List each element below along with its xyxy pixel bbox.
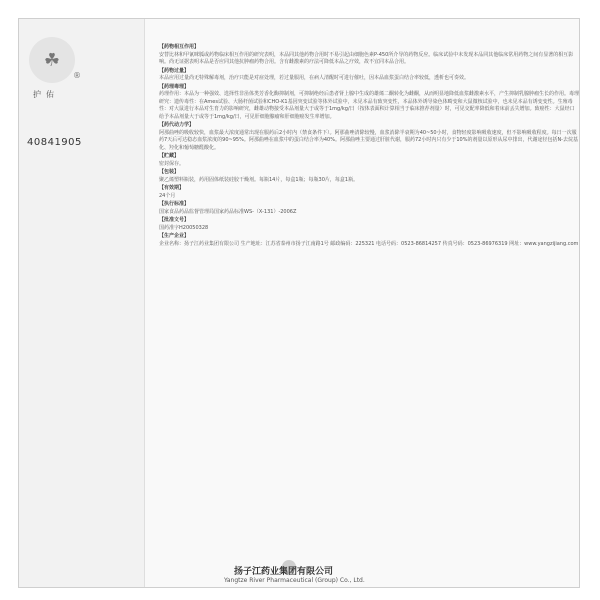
section-body: 国家食品药品监督管理局国家药品标准WS-（X-131）-2006Z <box>159 208 297 215</box>
section-heading: 【包装】 <box>159 169 180 175</box>
section <box>159 68 579 83</box>
section-body: 密封保存。 <box>159 160 185 167</box>
section <box>159 44 579 67</box>
section-body: 聚乙烯塑料瓶装，药用固体纸装硅胶干燥剂。每瓶14片，每盒1瓶；每瓶30片，每盒1瓶。 <box>159 176 359 183</box>
leaflet-sheet <box>18 18 580 588</box>
section-body: 国药准字H20050328 <box>159 224 209 231</box>
section <box>159 217 579 232</box>
leaflet-content <box>159 43 579 513</box>
section-heading: 【药物相互作用】 <box>159 44 200 50</box>
section <box>159 84 579 122</box>
section-body: 药理作用：本品为一种强效、选择性非甾体类芳香化酶抑制剂，可抑制绝经后患者肾上腺中生成的雄烯二酮转化为雌酮，从而明显地降低血浆雌激素水平，产生抑制乳腺肿瘤生长的作用。毒理研究：遗传毒性：在Ames试验、大肠杆菌试验和CHO-K1基因突变试验等体外试验中，未见本品有致突变性，本品体外诱导染色体畸变和大鼠微核试验中，也未见本品有诱变变性。生殖毒性：对大鼠进行本品对生育力的影响研究，雌雄动物接受本品剂量大于或等于1mg/kg/日（按体表面积计算相当于临床推荐剂量）时，可见交配率降低和着床前丢失增加。致癌性：大鼠经口给予本品剂量大于或等于1mg/kg/日，可见肝细胞腺瘤和肝细胞癌发生率增加。 <box>159 91 579 120</box>
registered-mark: ® <box>73 71 81 80</box>
section-body: 本品应用过量尚无特殊解毒剂，治疗只能是对症处理，若过量服用，在病人清醒时可进行催吐，因本品血浆蛋白结合率较低，透析也可奏效。 <box>159 75 470 81</box>
section <box>159 153 579 168</box>
brand-logo-icon: ☘ <box>29 37 75 83</box>
section-body: 24个月 <box>159 192 176 199</box>
section-heading: 【批准文号】 <box>159 217 190 223</box>
section-heading: 【生产企业】 <box>159 233 190 239</box>
section-heading: 【有效期】 <box>159 185 185 191</box>
section-heading: 【药理毒理】 <box>159 83 190 90</box>
section <box>159 122 579 152</box>
section <box>159 233 579 248</box>
section-body: 企业名称：扬子江药业集团有限公司 生产地址：江苏省泰州市扬子江南路1号 邮政编码：225321 电话号码：0523-86814257 传真号码：0523-86976319 网址：www.yangzijiang.com <box>159 240 579 247</box>
section <box>159 185 579 200</box>
section-body: 安替比林和甲氰咪胍或药物临床相互作用的研究表明，本品同其他药物合用时不易引起由细胞色素P-450所介导的药物反应。临床试验中未发现本品同其他临床常用药物之间有显著的相互影响。尚无证据表明本品是否应同其他抗肿瘤药物合用。含有雌激素的疗法可降低本品之疗效，故不宜同本品合用。 <box>159 51 574 65</box>
footer-company-en: Yangtze River Pharmaceutical (Group) Co., Ltd. <box>224 577 365 584</box>
footer-company-cn: 扬子江药业集团有限公司 <box>234 567 334 577</box>
leaflet-code: 40841905 <box>27 137 82 148</box>
section-heading: 【药代动力学】 <box>159 122 195 128</box>
section-heading: 【药物过量】 <box>159 67 190 74</box>
left-margin-band <box>19 19 145 587</box>
section-heading: 【贮藏】 <box>159 153 180 159</box>
section-heading: 【执行标准】 <box>159 201 190 207</box>
brand-logo-text: 护佑 <box>33 90 59 99</box>
section <box>159 201 579 216</box>
section <box>159 169 579 184</box>
section-body: 阿那曲唑的吸收较快，血浆最大浓度通常出现在服药后2小时内（禁食条件下）。阿那曲唑清除较慢，血浆消除半衰期为40~50小时，食物轻度影响吸收速度，但不影响吸收程度。每日一次服药7天后可达稳态血浆浓度的90~95%。阿那曲唑在血浆中的蛋白结合率为40%。阿那曲唑主要通过肝脏代谢，服药72小时内只有少于10%的剂量以原形从尿中排出，代谢途径包括N-去烷基化、羟化和葡萄糖醛酸化。 <box>159 129 578 151</box>
